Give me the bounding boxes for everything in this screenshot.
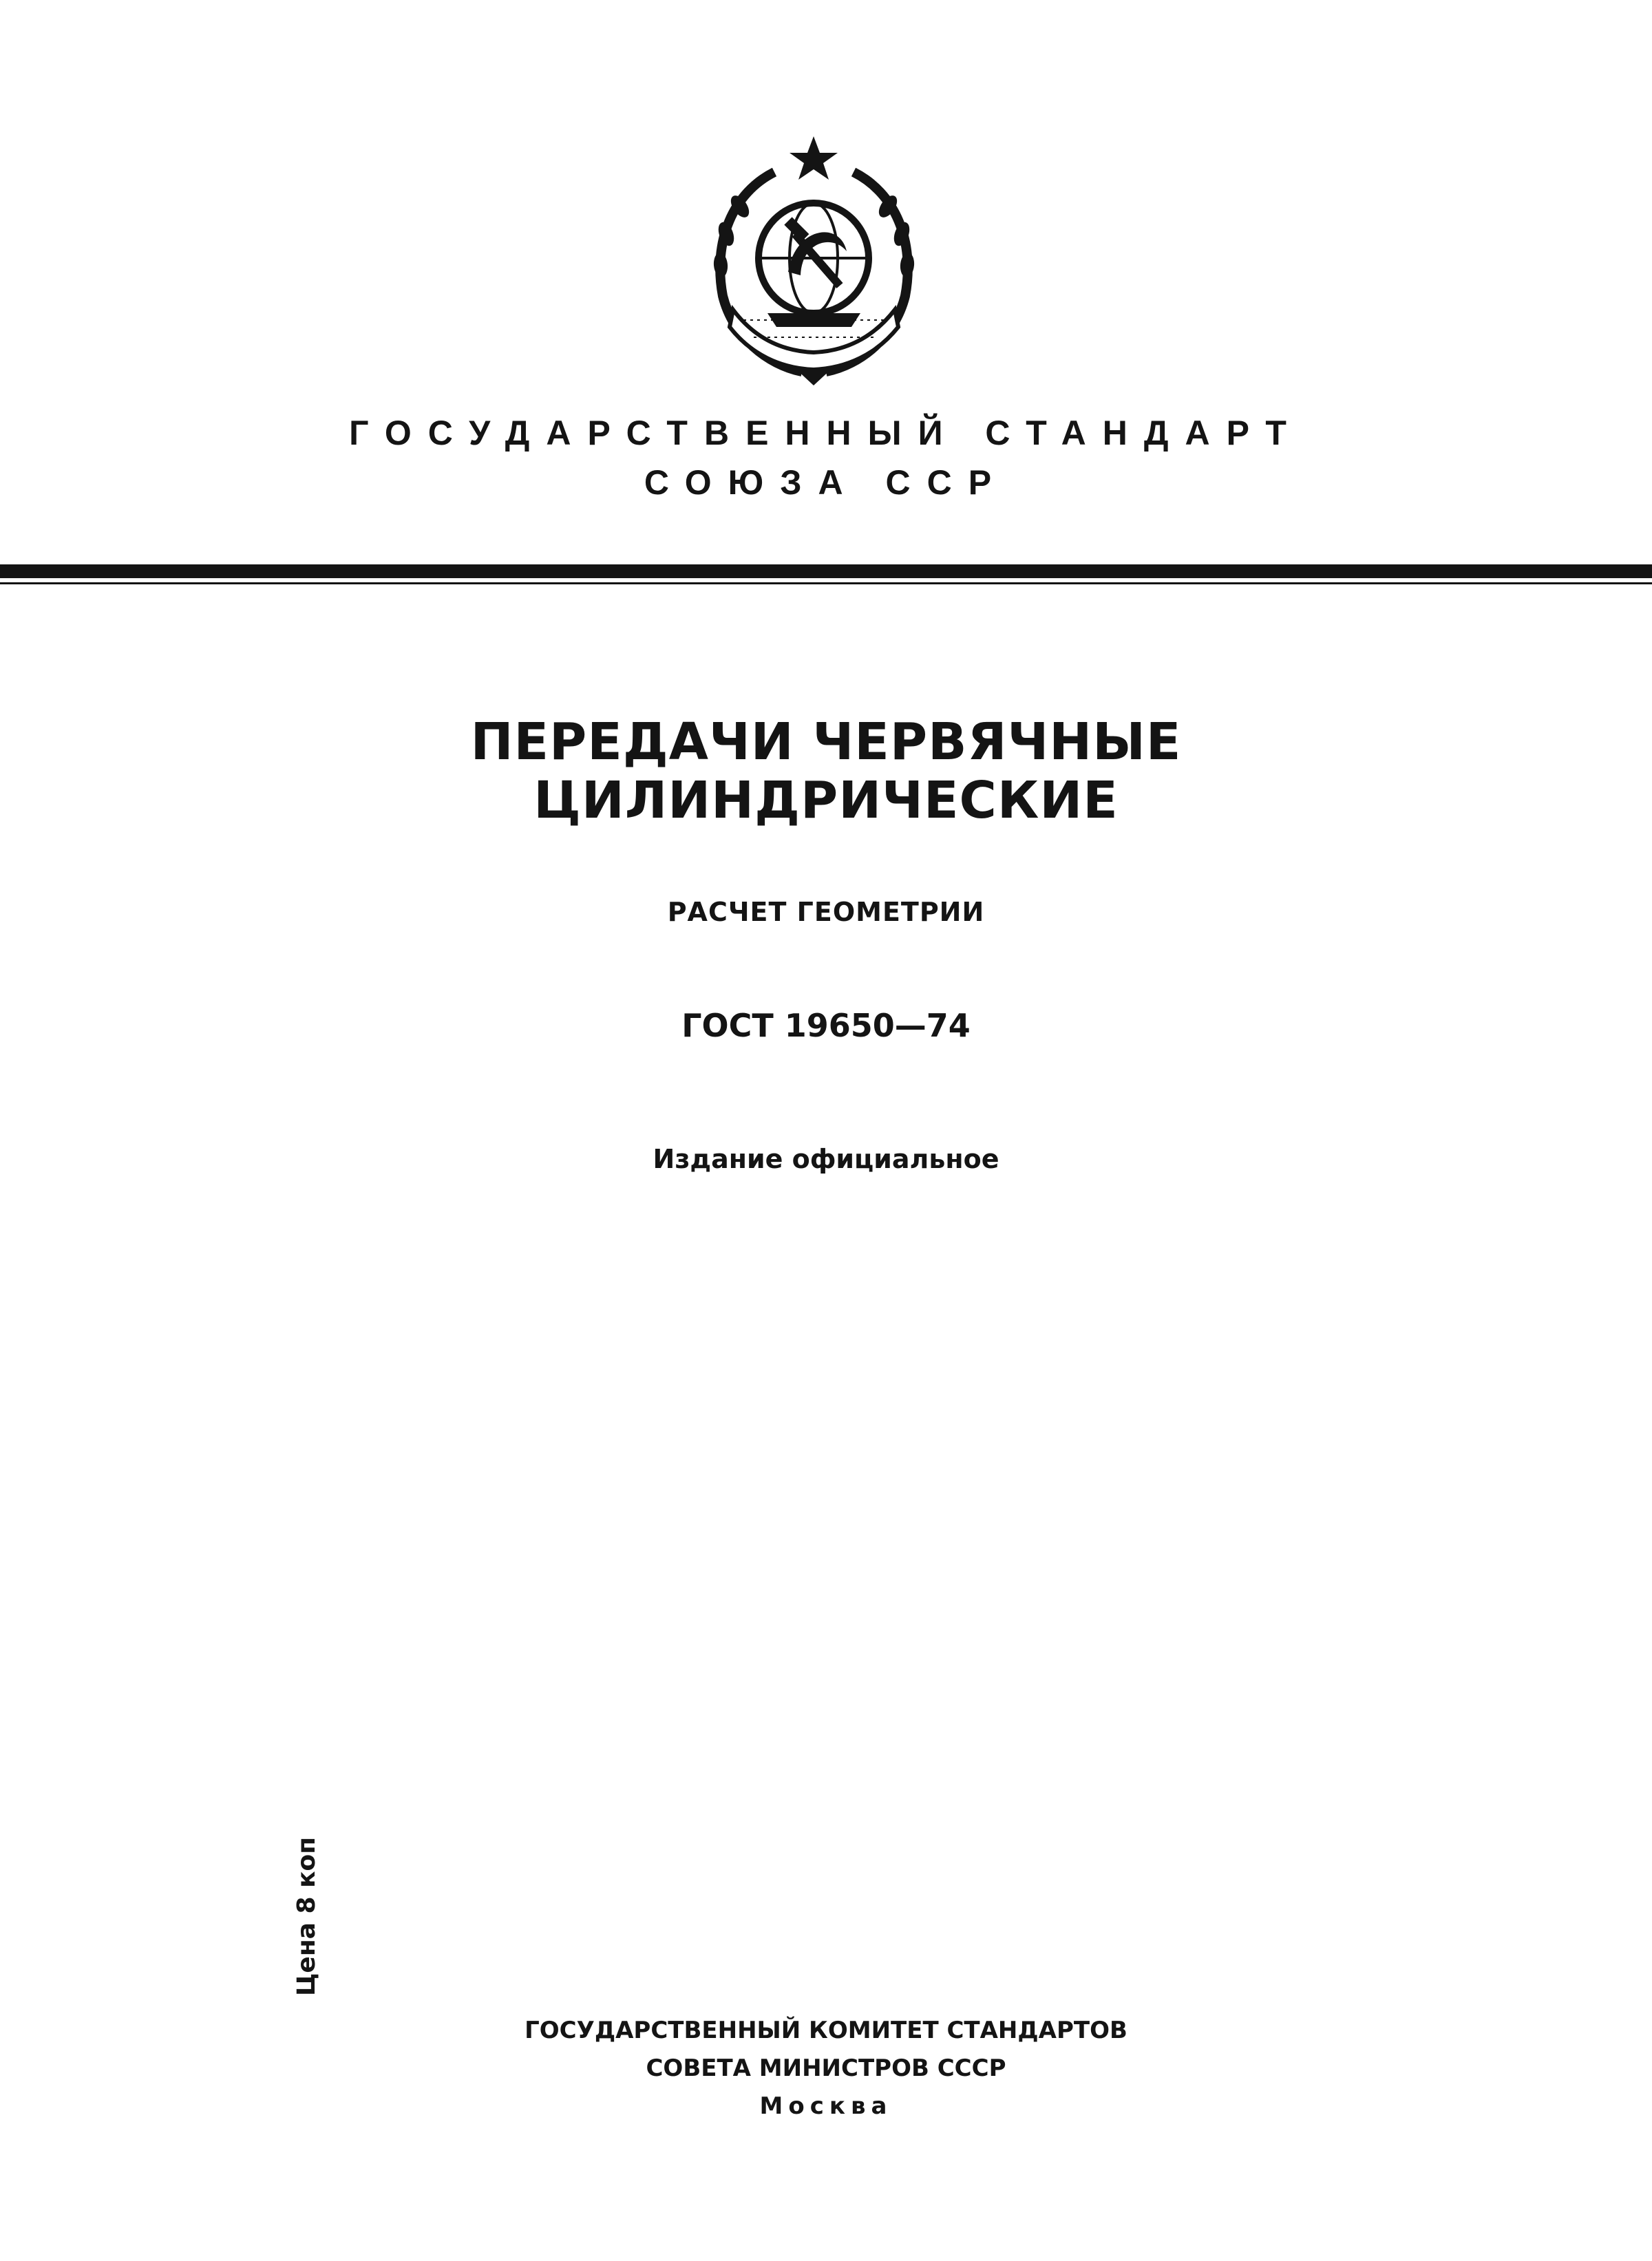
publisher-city: Москва <box>759 2092 893 2120</box>
edition-note: Издание официальное <box>653 1144 999 1174</box>
standard-number: ГОСТ 19650—74 <box>681 1007 971 1044</box>
document-subtitle: РАСЧЕТ ГЕОМЕТРИИ <box>667 897 985 927</box>
document-title-line-1: ПЕРЕДАЧИ ЧЕРВЯЧНЫЕ <box>470 712 1182 772</box>
header-subtitle: СОЮЗА ССР <box>644 463 1008 502</box>
document-title-line-2: ЦИЛИНДРИЧЕСКИЕ <box>533 771 1119 830</box>
header-title: ГОСУДАРСТВЕННЫЙ СТАНДАРТ <box>349 414 1303 452</box>
ussr-state-emblem-icon <box>692 131 936 389</box>
publisher-line-1: ГОСУДАРСТВЕННЫЙ КОМИТЕТ СТАНДАРТОВ <box>525 2017 1127 2044</box>
price-label: Цена 8 коп <box>293 1836 321 1996</box>
divider-thin <box>0 582 1652 584</box>
divider-thick <box>0 564 1652 578</box>
publisher-line-2: СОВЕТА МИНИСТРОВ СССР <box>646 2055 1006 2082</box>
